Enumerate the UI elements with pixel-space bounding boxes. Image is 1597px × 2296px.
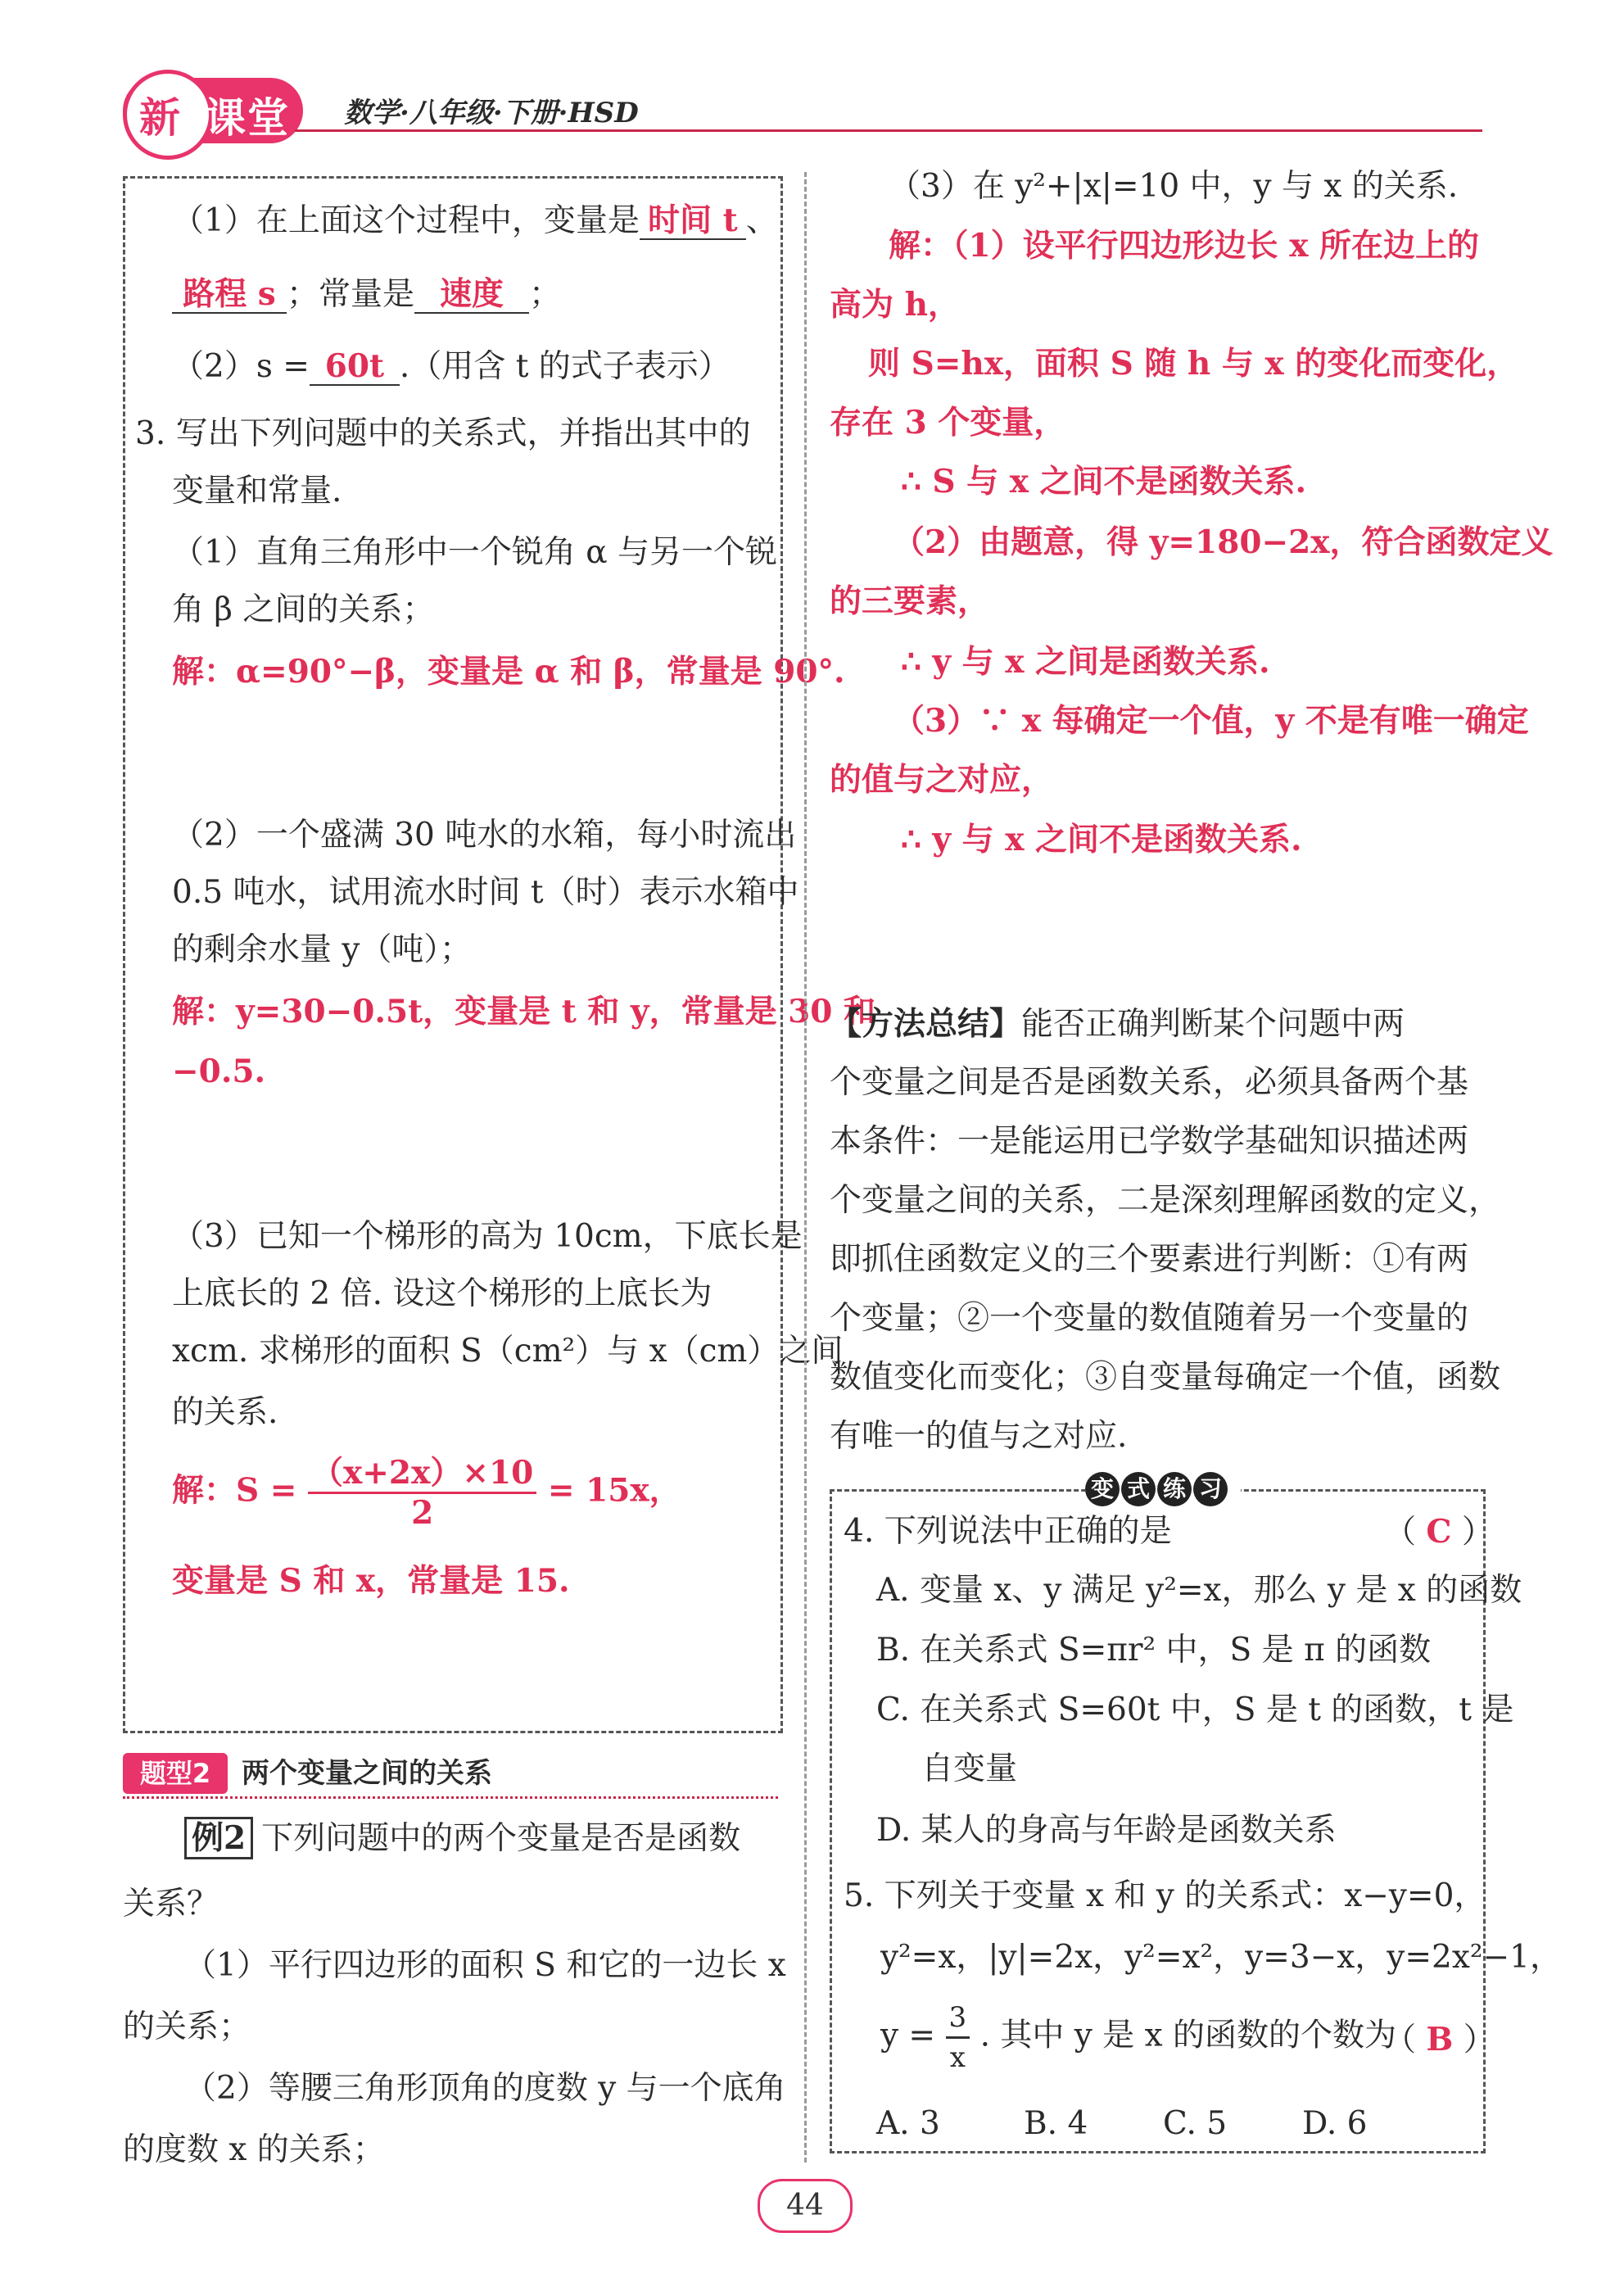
answer-line-5: （2）由题意，得 y=180−2x，符合函数定义 [893,523,1554,561]
header-title: 数学·八年级·下册·HSD [344,97,639,129]
page-number: 44 [758,2179,853,2233]
method-line-1: 个变量之间是否是函数关系，必须具备两个基 [830,1064,1469,1101]
method-line-1: 【方法总结】能否正确判断某个问题中两 [830,1005,1405,1043]
q5-a: 5. 下列关于变量 x 和 y 的关系式：x−y=0， [844,1877,1486,1914]
answer-line-6: 的三要素， [830,582,990,620]
q4-option-2: C. 在关系式 S=60t 中，S 是 t 的函数，t 是 [876,1691,1514,1728]
q4-option-3: 自变量 [921,1750,1018,1787]
q3-3-a: （3）已知一个梯形的高为 10cm，下底长是 [172,1218,803,1255]
q4-title: 4. 下列说法中正确的是 [844,1513,1172,1550]
method-line-5: 个变量；②一个变量的数值随着另一个变量的 [830,1300,1469,1337]
answer-line-4: ∴ S 与 x 之间不是函数关系. [901,463,1307,500]
q5-b: y²=x，|y|=2x，y²=x²，y=3−x，y=2x²−1， [880,1939,1562,1976]
answer-line-8: （3）∵ x 每确定一个值，y 不是有唯一确定 [893,702,1529,740]
q3-1-a: （1）直角三角形中一个锐角 α 与另一个锐 [172,534,777,571]
logo-char-3: 堂 [247,94,288,142]
method-line-4: 即抓住函数定义的三个要素进行判断：①有两 [830,1241,1469,1278]
q3-1-b: 角 β 之间的关系； [172,591,435,628]
ex2-3: （3）在 y²+|x|=10 中，y 与 x 的关系. [889,168,1459,205]
logo-char-2: 课 [205,94,246,142]
q2-2-line: （2）s = 60t .（用含 t 的式子表示） [172,347,731,385]
q3-2-c: 的剩余水量 y（吨）； [172,931,472,968]
ex2-2-b: 的度数 x 的关系； [123,2131,385,2168]
answer-line-10: ∴ y 与 x 之间不是函数关系. [901,821,1302,858]
logo-char-1: 新 [139,94,180,142]
q3-3-d: 的关系. [172,1394,278,1431]
q2-1-blank3: 速度 [414,276,529,314]
answer-line-2: 则 S=hx，面积 S 随 h 与 x 的变化而变化， [868,345,1519,383]
q3-3-answer-b: 变量是 S 和 x，常量是 15. [172,1562,570,1600]
column-divider [804,172,807,2162]
method-line-6: 数值变化而变化；③自变量每确定一个值，函数 [830,1359,1501,1396]
q5-option-3: D. 6 [1302,2105,1368,2142]
answer-line-3: 存在 3 个变量， [830,404,1066,442]
ex2-1-b: 的关系； [123,2008,251,2045]
ex2-1-a: （1）平行四边形的面积 S 和它的一边长 x [184,1947,786,1984]
q3-1-answer: 解：α=90°−β，变量是 α 和 β，常量是 90°. [172,653,845,691]
section-title: 两个变量之间的关系 [242,1757,492,1790]
method-line-3: 个变量之间的关系，二是深刻理解函数的定义， [830,1182,1501,1219]
q4-option-0: A. 变量 x、y 满足 y²=x，那么 y 是 x 的函数 [876,1572,1522,1609]
q3-2-a: （2）一个盛满 30 吨水的水箱，每小时流出 [172,817,797,854]
q5-c: y = $\frac{3}{x}$ . 其中 y 是 x 的函数的个数为 [880,1999,1396,2076]
method-line-7: 有唯一的值与之对应. [830,1418,1128,1455]
q3-2-answer-b: −0.5. [172,1053,266,1090]
q4-answer: （ C ） [1384,1513,1494,1551]
answer-line-9: 的值与之对应， [830,761,1054,799]
q3-3-b: 上底长的 2 倍. 设这个梯形的上底长为 [172,1275,713,1312]
q2-1-line-b: 路程 s ；常量是 速度 ； [172,270,561,319]
q3-3-fraction: $\frac{(x+2x)\times 10}{2}$ [308,1454,536,1532]
q2-1-blank1: 时间 t [640,202,746,240]
q4-option-4: D. 某人的身高与年龄是函数关系 [876,1812,1337,1849]
q5-option-1: B. 4 [1024,2105,1088,2142]
q3-2-b: 0.5 吨水，试用流水时间 t（时）表示水箱中 [172,874,799,911]
ex2-intro-line: 例2 下列问题中的两个变量是否是函数 [184,1814,740,1864]
q2-1-line: （1）在上面这个过程中，变量是 时间 t 、 [172,202,778,239]
answer-line-1: 高为 h， [830,286,960,324]
answer-line-7: ∴ y 与 x 之间是函数关系. [901,643,1270,681]
ex2-intro-b: 关系？ [123,1886,219,1922]
section-rule [123,1794,778,1799]
q3-3-answer-a: 解：S = $\frac{(x+2x)\times 10}{2}$ = 15x， [172,1454,681,1532]
q3-3-c: xcm. 求梯形的面积 S（cm²）与 x（cm）之间 [172,1333,844,1370]
q5-option-0: A. 3 [876,2105,940,2142]
header-rule [295,129,1482,132]
q4-option-1: B. 在关系式 S=πr² 中，S 是 π 的函数 [876,1632,1432,1669]
q5-answer: （ B ） [1384,2021,1495,2058]
ex2-label: 例2 [184,1817,253,1859]
answer-line-0: 解：（1）设平行四边形边长 x 所在边上的 [889,227,1480,265]
ex2-2-a: （2）等腰三角形顶角的度数 y 与一个底角 [184,2070,786,2107]
q2-1-blank2: 路程 s [172,276,287,314]
method-label: 【方法总结】 [830,1005,1022,1043]
q5-option-2: C. 5 [1163,2105,1228,2142]
q2-2-blank: 60t [310,348,400,386]
q3-2-answer-a: 解：y=30−0.5t，变量是 t 和 y，常量是 30 和 [172,993,875,1030]
method-line-2: 本条件：一是能运用已学数学基础知识描述两 [830,1123,1469,1160]
section-tag: 题型2 [123,1753,228,1794]
q3-title-a: 3. 写出下列问题中的关系式，并指出其中的 [135,415,751,452]
q3-title-b: 变量和常量. [172,473,342,509]
practice-title: 变 式 练 习 [1085,1472,1241,1510]
